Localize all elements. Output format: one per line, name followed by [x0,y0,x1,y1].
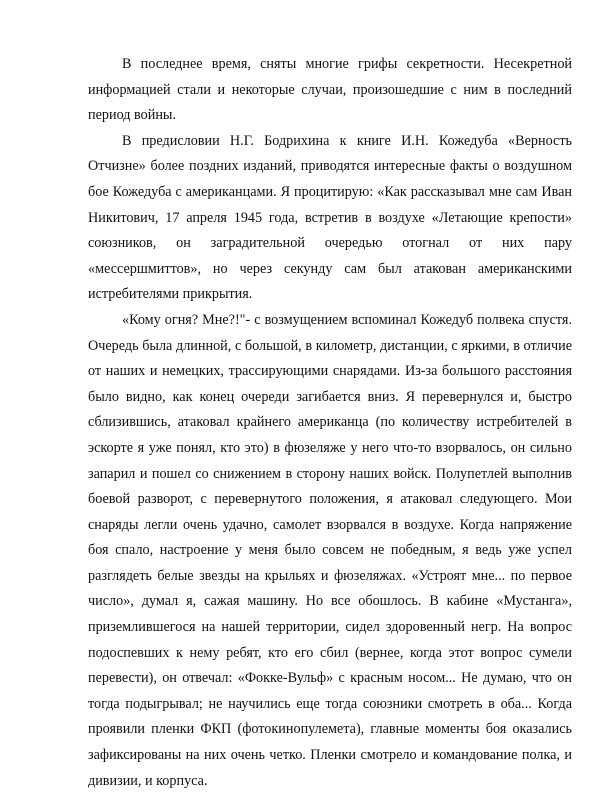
document-page [88,52,572,794]
paragraph: В последнее время, сняты многие грифы секретности. Несекретной информацией стали и некоторые случаи, произошедшие с ним в последний период войны. [88,56,572,124]
paragraph: В предисловии Н.Г. Бодрихина к книге И.Н. Кожедуба «Верность Отчизне» более поздних изданий, приводятся интересные факты о воздушном бое Кожедуба с американцами. Я процитирую: «Как рассказывал мне сам Иван Никитович, 17 апреля 1945 года, встретив в воздухе «Летающие крепости» союзников, он заградительной очередью отогнал от них пару «мессершмиттов», но через секунду сам был атакован американскими истребителями прикрытия. [88,132,572,303]
paragraph: «Кому огня? Мне?!"- с возмущением вспоминал Кожедуб полвека спустя. Очередь была длинной, с большой, в километр, дистанции, с яркими, в отличие от наших и немецких, трассирующими снарядами. Из-за большого расстояния было видно, как конец очереди загибается вниз. Я перевернулся и, быстро сблизившись, атаковал крайнего американца (по количеству истребителей в эскорте я уже понял, кто это) в фюзеляже у него что-то взорвалось, он сильно запарил и пошел со снижением в сторону наших войск. Полупетлей выполнив боевой разворот, с перевернутого положения, я атаковал следующего. Мои снаряды легли очень удачно, самолет взорвался в воздухе. Когда напряжение боя спало, настроение у меня было совсем не победным, я ведь уже успел разглядеть белые звезды на крыльях и фюзеляжах. «Устроят мне... по первое число», думал я, сажая машину. Но все обошлось. В кабине «Мустанга», приземлившегося на нашей территории, сидел здоровенный негр. На вопрос подоспевших к нему ребят, кто его сбил (вернее, когда этот вопрос сумели перевести), он отвечал: «Фокке-Вульф» с красным носом... Не думаю, что он тогда подыгрывал; не научились еще тогда союзники смотреть в оба... Когда проявили пленки ФКП (фотокинопулемета), главные моменты боя оказались зафиксированы на них очень четко. Пленки смотрело и командование полка, и дивизии, и корпуса. [88,311,572,789]
